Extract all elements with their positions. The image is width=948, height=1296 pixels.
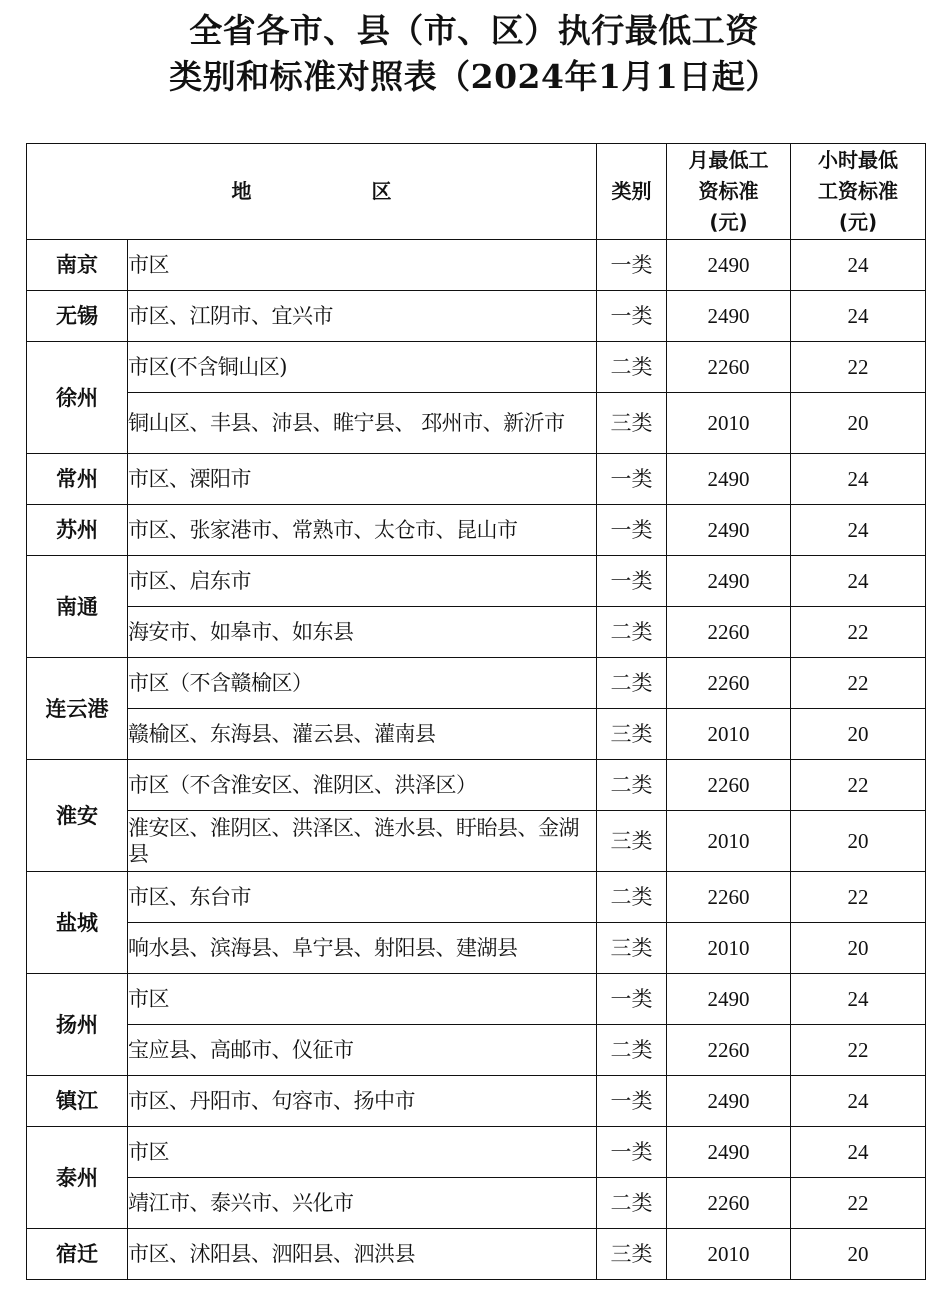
table-row bbox=[27, 1127, 926, 1178]
monthly-wage: 2010 bbox=[667, 923, 791, 974]
district-list: 赣榆区、东海县、灌云县、灌南县 bbox=[128, 709, 597, 760]
table-row bbox=[27, 974, 926, 1025]
district-list: 市区(不含铜山区) bbox=[128, 342, 597, 393]
district-list: 市区、启东市 bbox=[128, 556, 597, 607]
wage-category: 二类 bbox=[597, 1025, 667, 1076]
hourly-wage: 22 bbox=[791, 658, 926, 709]
table-row bbox=[27, 454, 926, 505]
hourly-wage: 22 bbox=[791, 607, 926, 658]
hourly-wage: 24 bbox=[791, 505, 926, 556]
wage-category: 三类 bbox=[597, 811, 667, 872]
district-list: 市区 bbox=[128, 1127, 597, 1178]
hourly-wage: 22 bbox=[791, 1025, 926, 1076]
city-name: 镇江 bbox=[27, 1076, 128, 1127]
district-list: 市区 bbox=[128, 974, 597, 1025]
table-row bbox=[27, 240, 926, 291]
monthly-wage: 2490 bbox=[667, 454, 791, 505]
city-name: 盐城 bbox=[27, 872, 128, 974]
table-row bbox=[27, 1229, 926, 1280]
monthly-wage: 2010 bbox=[667, 709, 791, 760]
table-row bbox=[27, 923, 926, 974]
city-name: 苏州 bbox=[27, 505, 128, 556]
table-row bbox=[27, 1178, 926, 1229]
hourly-wage: 24 bbox=[791, 240, 926, 291]
monthly-wage: 2260 bbox=[667, 607, 791, 658]
hourly-header-line: 小时最低 bbox=[818, 148, 898, 172]
district-list: 市区、沭阳县、泗阳县、泗洪县 bbox=[128, 1229, 597, 1280]
city-name: 南京 bbox=[27, 240, 128, 291]
city-name: 徐州 bbox=[27, 342, 128, 454]
hourly-wage: 22 bbox=[791, 342, 926, 393]
table-row bbox=[27, 1076, 926, 1127]
hourly-wage: 24 bbox=[791, 1127, 926, 1178]
hourly-wage: 20 bbox=[791, 811, 926, 872]
district-list: 响水县、滨海县、阜宁县、射阳县、建湖县 bbox=[128, 923, 597, 974]
monthly-wage: 2010 bbox=[667, 811, 791, 872]
wage-category: 二类 bbox=[597, 872, 667, 923]
district-list: 市区、丹阳市、句容市、扬中市 bbox=[128, 1076, 597, 1127]
category-header: 类别 bbox=[597, 144, 667, 240]
hourly-wage: 24 bbox=[791, 974, 926, 1025]
city-name: 无锡 bbox=[27, 291, 128, 342]
district-list: 宝应县、高邮市、仪征市 bbox=[128, 1025, 597, 1076]
wage-category: 一类 bbox=[597, 454, 667, 505]
monthly-header-unit: (元) bbox=[709, 210, 748, 234]
wage-category: 一类 bbox=[597, 1127, 667, 1178]
district-list: 市区、张家港市、常熟市、太仓市、昆山市 bbox=[128, 505, 597, 556]
wage-category: 三类 bbox=[597, 393, 667, 454]
city-name: 淮安 bbox=[27, 760, 128, 872]
wage-category: 一类 bbox=[597, 240, 667, 291]
hourly-wage: 20 bbox=[791, 393, 926, 454]
wage-category: 二类 bbox=[597, 1178, 667, 1229]
district-list: 淮安区、淮阴区、洪泽区、涟水县、盱眙县、金湖县 bbox=[128, 811, 597, 872]
table-row bbox=[27, 811, 926, 872]
region-header-part1: 地 bbox=[231, 179, 252, 203]
district-list: 靖江市、泰兴市、兴化市 bbox=[128, 1178, 597, 1229]
city-name: 南通 bbox=[27, 556, 128, 658]
monthly-header-line: 月最低工 bbox=[688, 148, 769, 172]
district-list: 市区（不含赣榆区） bbox=[128, 658, 597, 709]
table-row bbox=[27, 556, 926, 607]
district-list: 海安市、如皋市、如东县 bbox=[128, 607, 597, 658]
minimum-wage-table bbox=[26, 143, 926, 1280]
monthly-wage: 2490 bbox=[667, 1076, 791, 1127]
monthly-wage-header bbox=[667, 144, 791, 240]
hourly-wage: 24 bbox=[791, 291, 926, 342]
monthly-wage: 2490 bbox=[667, 1127, 791, 1178]
city-name: 常州 bbox=[27, 454, 128, 505]
monthly-wage: 2490 bbox=[667, 505, 791, 556]
wage-category: 一类 bbox=[597, 556, 667, 607]
monthly-header-line: 资标准 bbox=[698, 179, 759, 203]
hourly-wage: 22 bbox=[791, 1178, 926, 1229]
wage-category: 一类 bbox=[597, 974, 667, 1025]
table-row bbox=[27, 505, 926, 556]
monthly-wage: 2490 bbox=[667, 291, 791, 342]
monthly-wage: 2260 bbox=[667, 342, 791, 393]
table-row bbox=[27, 872, 926, 923]
title-line-1: 全省各市、县（市、区）执行最低工资 bbox=[189, 11, 759, 50]
hourly-wage: 24 bbox=[791, 556, 926, 607]
monthly-wage: 2260 bbox=[667, 760, 791, 811]
wage-category: 三类 bbox=[597, 709, 667, 760]
monthly-wage: 2260 bbox=[667, 872, 791, 923]
hourly-wage: 20 bbox=[791, 709, 926, 760]
table-row bbox=[27, 291, 926, 342]
table-header-row bbox=[27, 144, 926, 240]
hourly-wage: 22 bbox=[791, 760, 926, 811]
region-header-part2: 区 bbox=[371, 179, 392, 203]
wage-category: 三类 bbox=[597, 923, 667, 974]
district-list: 市区（不含淮安区、淮阴区、洪泽区） bbox=[128, 760, 597, 811]
table-row bbox=[27, 1025, 926, 1076]
district-list: 市区、溧阳市 bbox=[128, 454, 597, 505]
city-name: 泰州 bbox=[27, 1127, 128, 1229]
wage-category: 二类 bbox=[597, 760, 667, 811]
wage-category: 三类 bbox=[597, 1229, 667, 1280]
wage-category: 一类 bbox=[597, 505, 667, 556]
monthly-wage: 2490 bbox=[667, 240, 791, 291]
city-name: 宿迁 bbox=[27, 1229, 128, 1280]
hourly-wage: 24 bbox=[791, 1076, 926, 1127]
title-line-2: 类别和标准对照表（2024年1月1日起） bbox=[169, 57, 779, 96]
city-name: 扬州 bbox=[27, 974, 128, 1076]
hourly-header-line: 工资标准 bbox=[818, 179, 898, 203]
document-title bbox=[0, 8, 948, 100]
table-row bbox=[27, 709, 926, 760]
hourly-wage: 24 bbox=[791, 454, 926, 505]
hourly-header-unit: (元) bbox=[838, 210, 878, 234]
hourly-wage: 20 bbox=[791, 923, 926, 974]
monthly-wage: 2260 bbox=[667, 658, 791, 709]
hourly-wage-header bbox=[791, 144, 926, 240]
district-list: 市区、江阴市、宜兴市 bbox=[128, 291, 597, 342]
table-row bbox=[27, 658, 926, 709]
region-header bbox=[27, 144, 597, 240]
district-list: 市区 bbox=[128, 240, 597, 291]
district-list: 铜山区、丰县、沛县、睢宁县、 邳州市、新沂市 bbox=[128, 393, 597, 454]
wage-category: 二类 bbox=[597, 658, 667, 709]
monthly-wage: 2260 bbox=[667, 1178, 791, 1229]
city-name: 连云港 bbox=[27, 658, 128, 760]
wage-category: 二类 bbox=[597, 607, 667, 658]
table-row bbox=[27, 393, 926, 454]
monthly-wage: 2010 bbox=[667, 393, 791, 454]
monthly-wage: 2490 bbox=[667, 556, 791, 607]
district-list: 市区、东台市 bbox=[128, 872, 597, 923]
hourly-wage: 20 bbox=[791, 1229, 926, 1280]
hourly-wage: 22 bbox=[791, 872, 926, 923]
table-row bbox=[27, 342, 926, 393]
wage-category: 一类 bbox=[597, 1076, 667, 1127]
wage-category: 一类 bbox=[597, 291, 667, 342]
wage-category: 二类 bbox=[597, 342, 667, 393]
monthly-wage: 2490 bbox=[667, 974, 791, 1025]
table-row bbox=[27, 760, 926, 811]
monthly-wage: 2010 bbox=[667, 1229, 791, 1280]
monthly-wage: 2260 bbox=[667, 1025, 791, 1076]
table-row bbox=[27, 607, 926, 658]
